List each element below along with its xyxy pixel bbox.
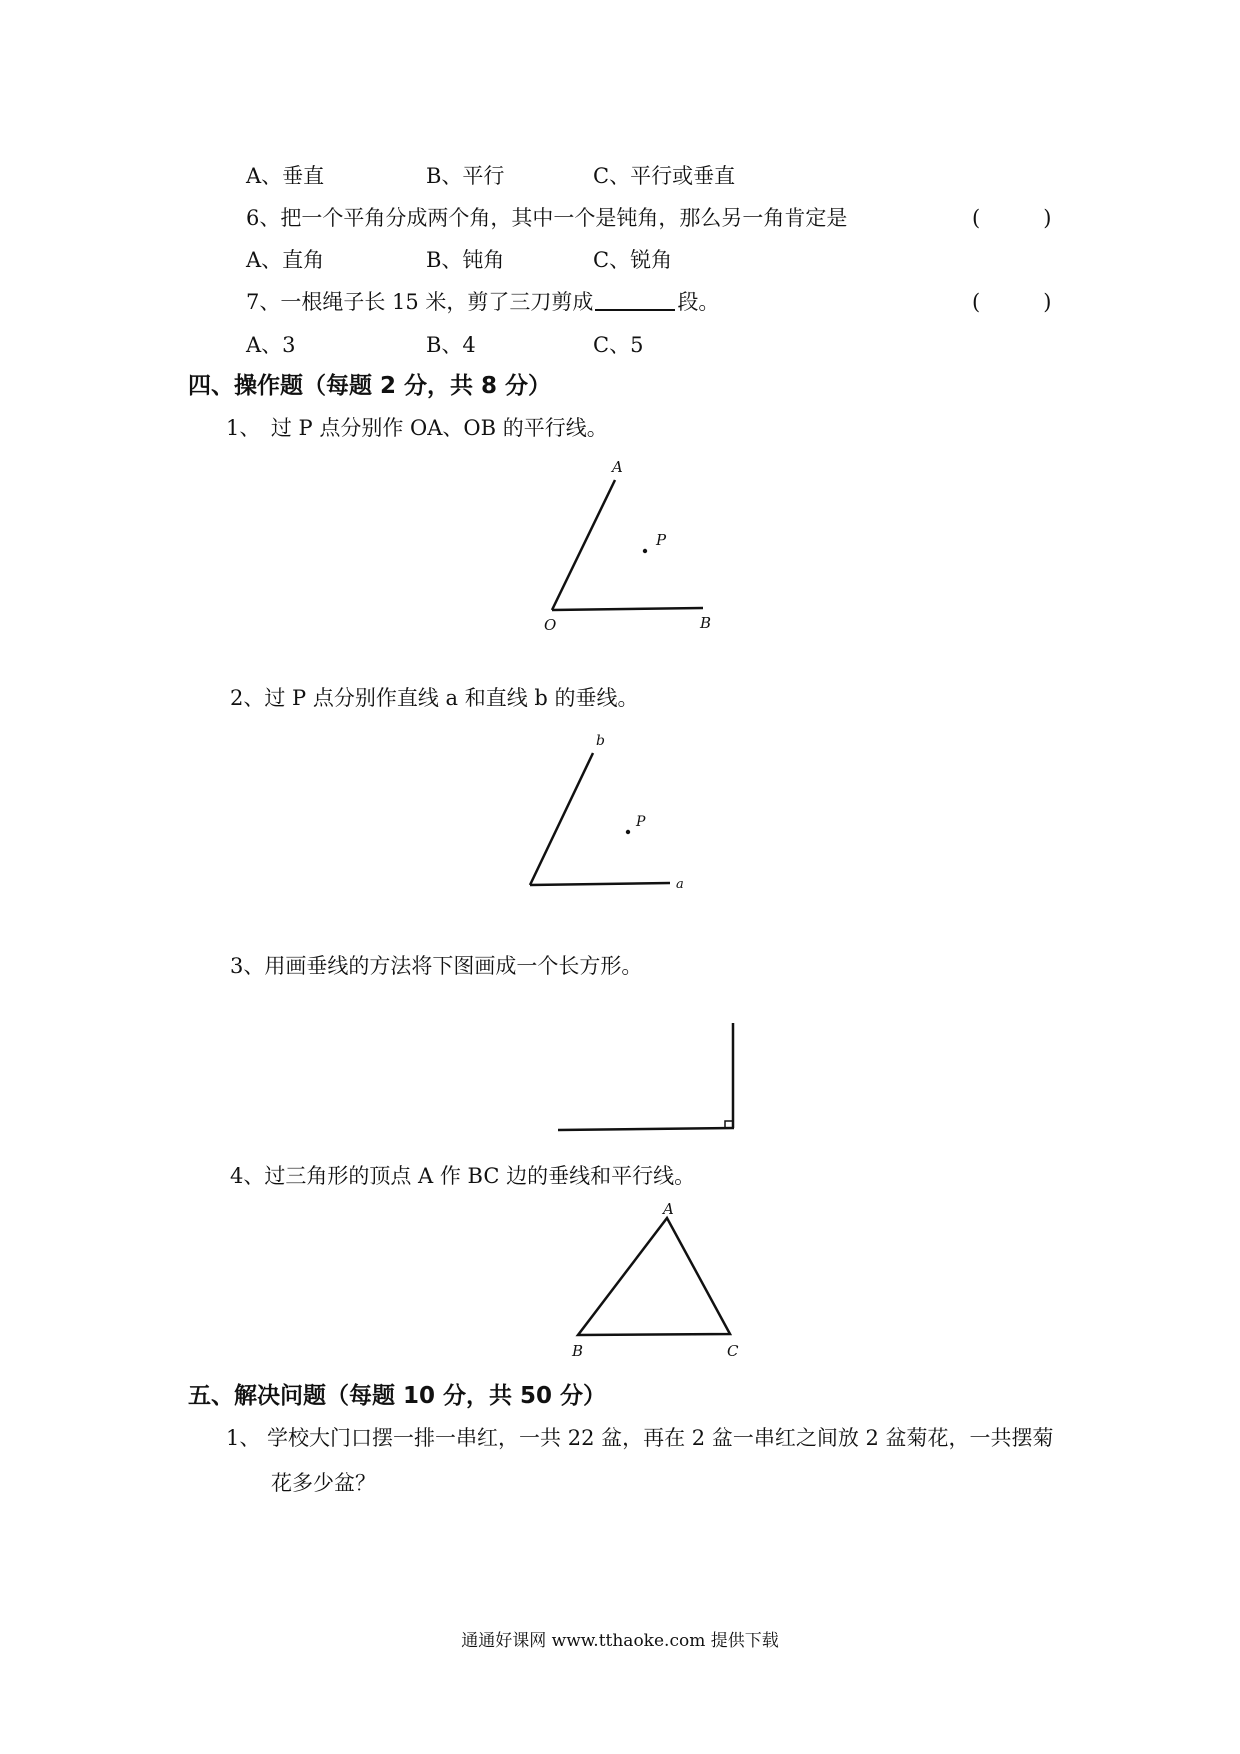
- q7-option-b: B、4: [426, 333, 476, 357]
- q7-text-before: 7、一根绳子长 15 米，剪了三刀剪成: [246, 290, 594, 314]
- s5-q1-line1: 1、 学校大门口摆一排一串红，一共 22 盆，再在 2 盆一串红之间放 2 盆菊花，一共摆菊: [226, 1426, 1054, 1450]
- q5-option-b: B、平行: [426, 164, 505, 188]
- figure-right-angle: [550, 1015, 740, 1140]
- section5-heading: 五、解决问题（每题 10 分，共 50 分）: [188, 1383, 607, 1409]
- q5-option-a: A、垂直: [246, 164, 325, 188]
- q7-blank: [595, 289, 675, 311]
- label-p: P: [656, 531, 667, 549]
- q7-answer-paren: ( ): [972, 290, 1052, 314]
- s4-q3-text: 3、用画垂线的方法将下图画成一个长方形。: [230, 954, 643, 978]
- label-b: B: [700, 614, 712, 632]
- label-a: A: [612, 458, 623, 476]
- q6-option-a: A、直角: [246, 248, 325, 272]
- point-p: [643, 549, 647, 553]
- q7-option-a: A、3: [246, 333, 296, 357]
- line-b: [530, 753, 593, 885]
- q6-option-c: C、锐角: [593, 248, 673, 272]
- line-a: [530, 883, 670, 885]
- label-a: A: [663, 1200, 674, 1218]
- figure-lines-ab: [510, 725, 710, 895]
- label-o: O: [544, 616, 557, 634]
- ray-ob: [552, 608, 703, 610]
- label-b: B: [572, 1342, 584, 1360]
- q6-option-b: B、钝角: [426, 248, 505, 272]
- q6-text: 6、把一个平角分成两个角，其中一个是钝角，那么另一角肯定是: [246, 206, 848, 230]
- figure-angle-aob: [520, 448, 730, 638]
- q7-text: [246, 289, 719, 315]
- label-c: C: [727, 1342, 739, 1360]
- label-a: a: [676, 877, 684, 892]
- q5-option-c: C、平行或垂直: [593, 164, 736, 188]
- label-b: b: [596, 733, 605, 749]
- triangle-abc: [578, 1218, 730, 1335]
- horizontal-segment: [558, 1128, 734, 1130]
- figure-triangle-abc: [560, 1190, 760, 1365]
- section4-heading: 四、操作题（每题 2 分，共 8 分）: [188, 373, 552, 399]
- s4-q2-text: 2、过 P 点分别作直线 a 和直线 b 的垂线。: [230, 686, 639, 710]
- s4-q1-text: 1、 过 P 点分别作 OA、OB 的平行线。: [226, 416, 608, 440]
- q6-answer-paren: ( ): [972, 206, 1052, 230]
- q7-text-after: 段。: [677, 290, 720, 314]
- footer-text: 通通好课网 www.tthaoke.com 提供下载: [461, 1631, 779, 1651]
- label-p: P: [636, 814, 646, 830]
- point-p: [626, 830, 630, 834]
- s5-q1-line2: 花多少盆？: [271, 1471, 376, 1495]
- q7-option-c: C、5: [593, 333, 644, 357]
- s4-q4-text: 4、过三角形的顶点 A 作 BC 边的垂线和平行线。: [230, 1164, 696, 1188]
- ray-oa: [552, 480, 615, 610]
